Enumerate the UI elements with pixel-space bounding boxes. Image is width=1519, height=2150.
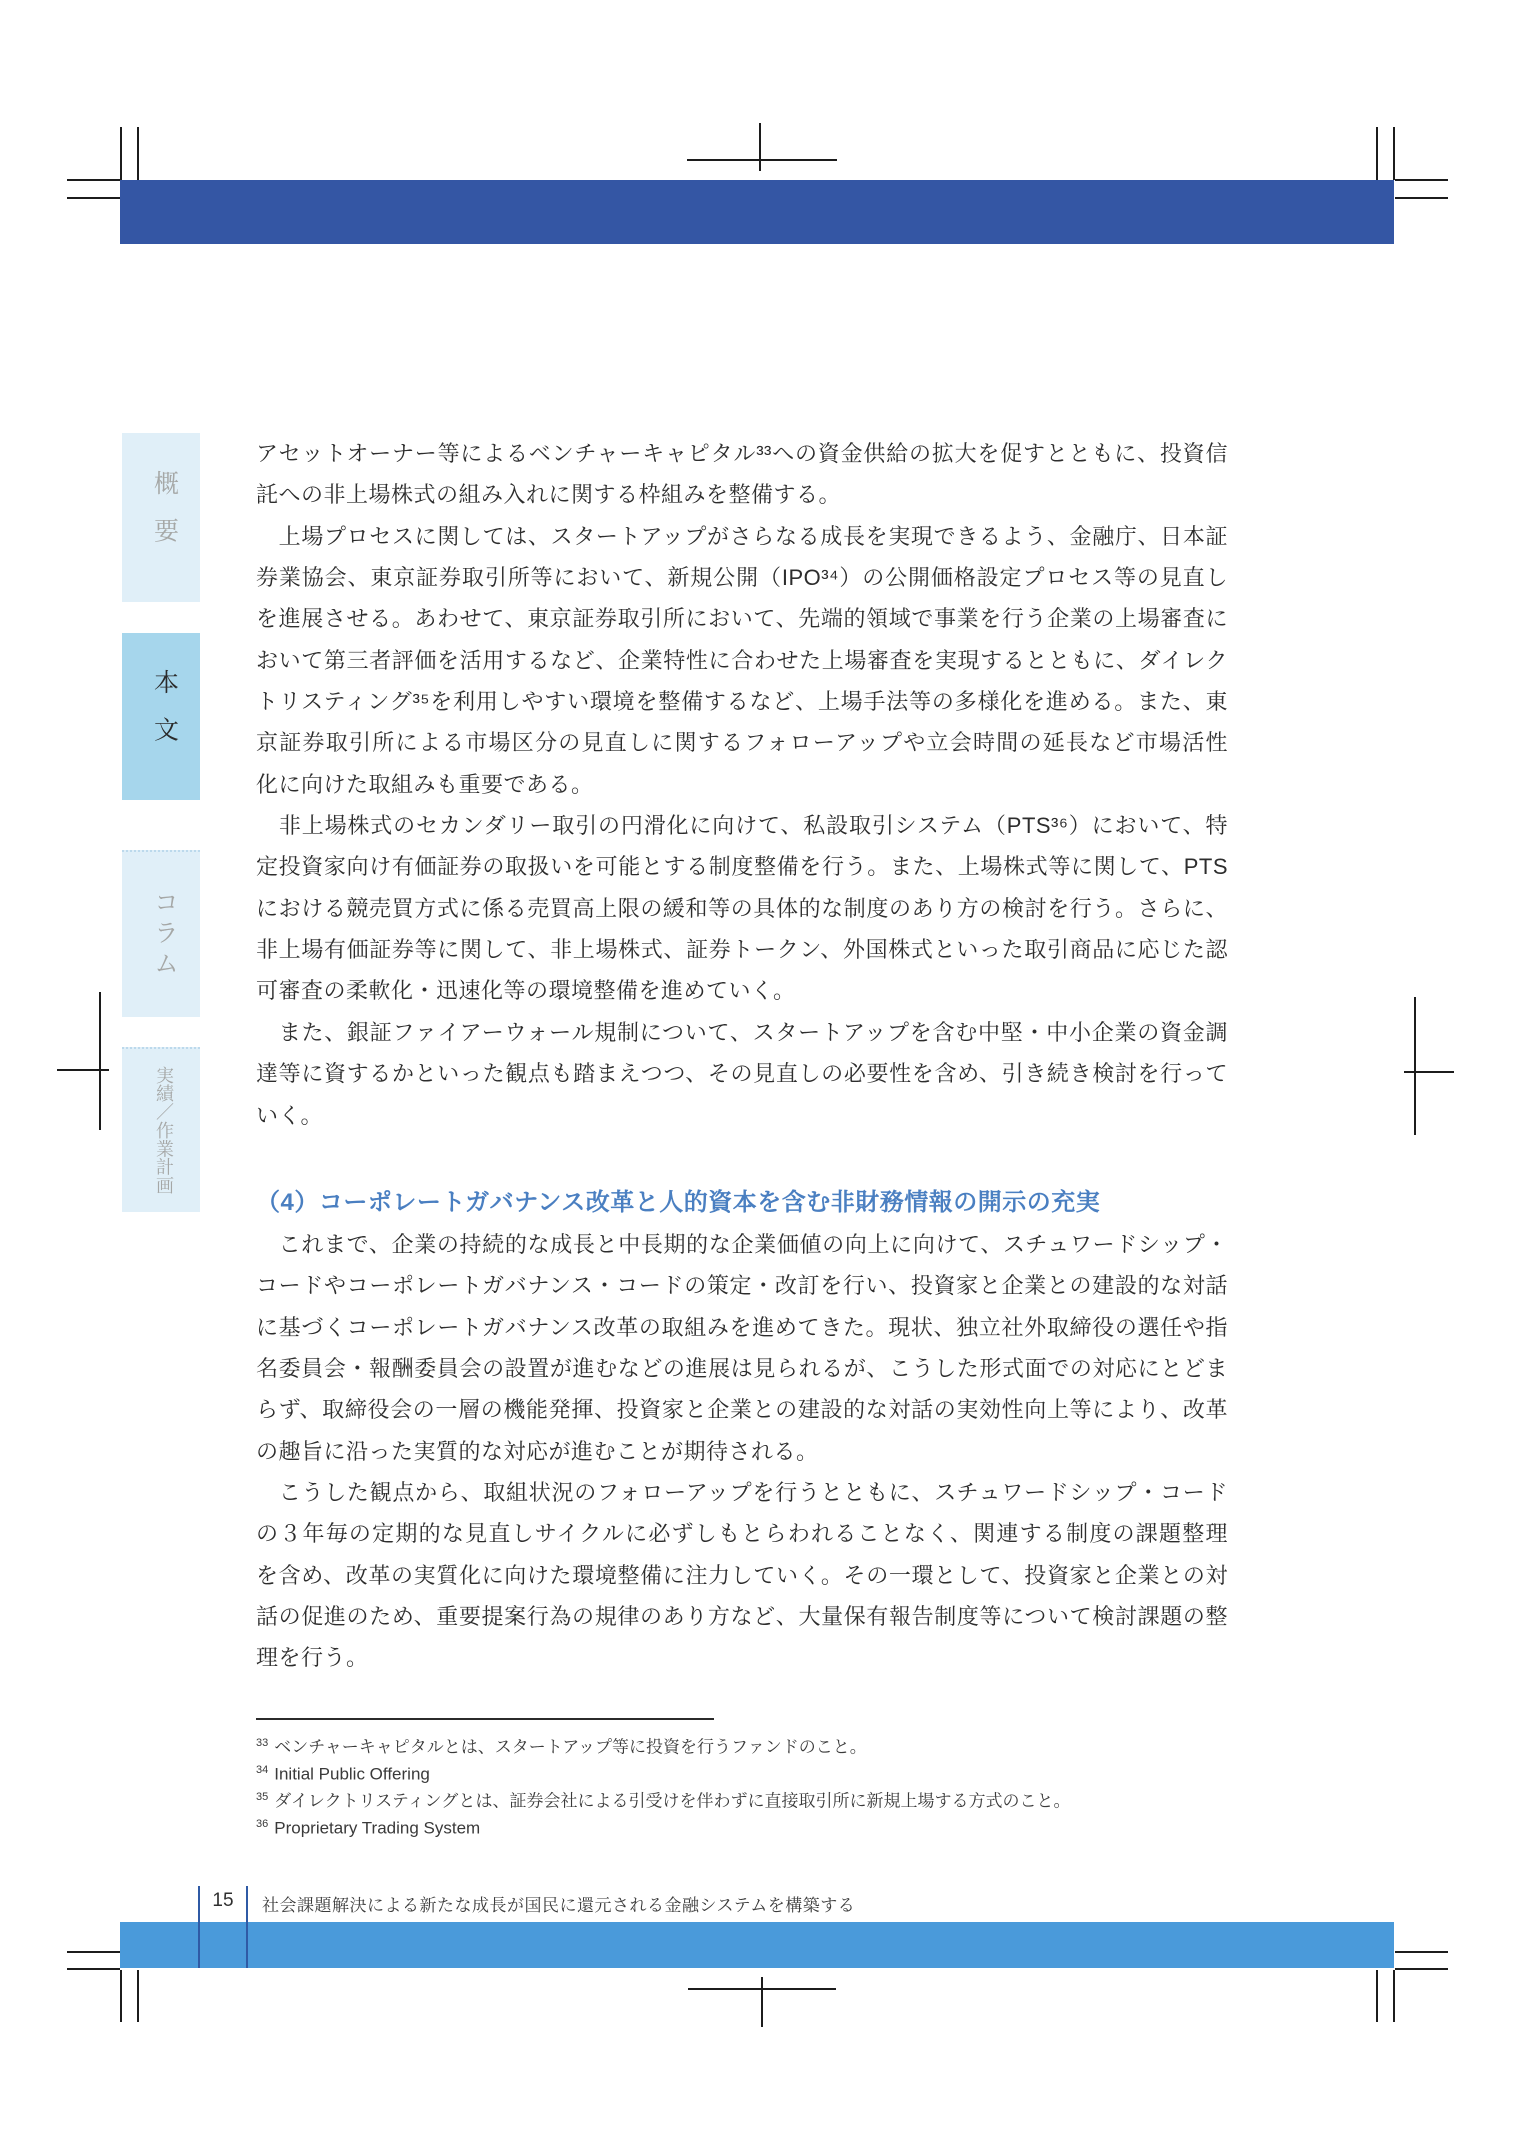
crop-mark bbox=[57, 1069, 109, 1071]
sidebar-tab-label: コラム bbox=[150, 888, 179, 981]
crop-mark bbox=[120, 1970, 122, 2022]
crop-mark bbox=[1414, 997, 1416, 1135]
crop-mark bbox=[137, 1970, 139, 2022]
main-text bbox=[256, 433, 1228, 1840]
body-text-line: おいて第三者評価を活用するなど、企業特性に合わせた上場審査を実現するとともに、ダイレク bbox=[256, 647, 1228, 673]
crop-mark bbox=[67, 1968, 120, 1970]
footnote-marker: 35 bbox=[256, 1790, 269, 1803]
page-number: 15 bbox=[212, 1890, 234, 1911]
body-text-line: 話の促進のため、重要提案行為の規律のあり方など、大量保有報告制度等について検討課題の整 bbox=[256, 1603, 1228, 1629]
body-text-line: 定投資家向け有価証券の取扱いを可能とする制度整備を行う。また、上場株式等に関して、PTS bbox=[256, 854, 1228, 880]
body-text-line: アセットオーナー等によるベンチャーキャピタル³³への資金供給の拡大を促すとともに、投資信 bbox=[256, 441, 1228, 466]
body-text-line: 非上場株式のセカンダリー取引の円滑化に向けて、私設取引システム（PTS³⁶）において、特 bbox=[256, 813, 1228, 839]
body-text-line: 券業協会、東京証券取引所等において、新規公開（IPO³⁴）の公開価格設定プロセス等の見直し bbox=[256, 565, 1228, 591]
body-text-line: 上場プロセスに関しては、スタートアップがさらなる成長を実現できるよう、金融庁、日本証 bbox=[256, 523, 1228, 549]
body-text-line: コードやコーポレートガバナンス・コードの策定・改訂を行い、投資家と企業との建設的な対話 bbox=[256, 1273, 1228, 1299]
sidebar-tab-3[interactable] bbox=[122, 850, 200, 1017]
footnote: $^{33}$ ベンチャーキャピタルとは、スタートアップ等に投資を行うファンドのこと。 bbox=[256, 1736, 867, 1757]
sidebar-tab-label: 概要 bbox=[150, 470, 179, 565]
crop-mark bbox=[1395, 179, 1448, 181]
crop-mark bbox=[67, 197, 120, 199]
crop-mark bbox=[687, 159, 837, 161]
crop-mark bbox=[1395, 1951, 1448, 1953]
footnotes bbox=[256, 1732, 1228, 1840]
body-text-line: 京証券取引所による市場区分の見直しに関するフォローアップや立会時間の延長など市場活性 bbox=[256, 730, 1228, 756]
body-text-line: いく。 bbox=[256, 1102, 324, 1128]
crop-mark bbox=[1395, 197, 1448, 199]
crop-mark bbox=[1393, 127, 1395, 180]
body-text-line: これまで、企業の持続的な成長と中長期的な企業価値の向上に向けて、スチュワードシップ・ bbox=[256, 1231, 1228, 1257]
crop-mark bbox=[688, 1988, 836, 1990]
crop-mark bbox=[761, 1977, 763, 2027]
section-heading: （4）コーポレートガバナンス改革と人的資本を含む非財務情報の開示の充実 bbox=[256, 1188, 1101, 1216]
crop-mark bbox=[120, 127, 122, 180]
body-text-line: また、銀証ファイアーウォール規制について、スタートアップを含む中堅・中小企業の資金調 bbox=[256, 1019, 1228, 1045]
top-banner-bar bbox=[120, 180, 1394, 244]
body-text-line: 達等に資するかといった観点も踏まえつつ、その見直しの必要性を含め、引き続き検討を行って bbox=[256, 1061, 1228, 1087]
sidebar-tab-4[interactable] bbox=[122, 1047, 200, 1212]
footnote-marker: 34 bbox=[256, 1763, 269, 1776]
footnote: $^{34}$ Initial Public Offering bbox=[256, 1763, 430, 1784]
body-text-line: 非上場有価証券等に関して、非上場株式、証券トークン、外国株式といった取引商品に応じた認 bbox=[256, 937, 1228, 963]
footnote-separator bbox=[256, 1718, 714, 1720]
body-text-line: に基づくコーポレートガバナンス改革の取組みを進めてきた。現状、独立社外取締役の選任や指 bbox=[256, 1314, 1228, 1340]
body-text-line: 託への非上場株式の組み入れに関する枠組みを整備する。 bbox=[256, 482, 842, 508]
sidebar-tab-label: 本文 bbox=[150, 669, 179, 764]
footer-band bbox=[120, 1922, 1394, 1968]
body-text-line: における競売買方式に係る売買高上限の緩和等の具体的な制度のあり方の検討を行う。さらに、 bbox=[256, 895, 1228, 921]
footnote-marker: 36 bbox=[256, 1817, 269, 1830]
crop-mark bbox=[1395, 1968, 1448, 1970]
crop-mark bbox=[759, 123, 761, 171]
body-text-line: の３年毎の定期的な見直しサイクルに必ずしもとらわれることなく、関連する制度の課題整理 bbox=[256, 1521, 1228, 1547]
footer-running-title: 社会課題解決による新たな成長が国民に還元される金融システムを構築する bbox=[262, 1896, 856, 1915]
crop-mark bbox=[1393, 1970, 1395, 2022]
body-paragraphs-1 bbox=[256, 433, 1228, 1136]
crop-mark bbox=[137, 127, 139, 180]
body-text-line: こうした観点から、取組状況のフォローアップを行うとともに、スチュワードシップ・コード bbox=[256, 1479, 1228, 1505]
body-text-line: らず、取締役会の一層の機能発揮、投資家と企業との建設的な対話の実効性向上等により、改革 bbox=[256, 1397, 1228, 1423]
crop-mark bbox=[99, 992, 101, 1130]
footnote: $^{36}$ Proprietary Trading System bbox=[256, 1817, 481, 1838]
crop-mark bbox=[1376, 1970, 1378, 2022]
body-paragraphs-2 bbox=[256, 1224, 1228, 1679]
body-text-line: の趣旨に沿った実質的な対応が進むことが期待される。 bbox=[256, 1438, 819, 1464]
body-text-line: を進展させる。あわせて、東京証券取引所において、先端的領域で事業を行う企業の上場審査に bbox=[256, 606, 1228, 632]
body-text-line: トリスティング³⁵を利用しやすい環境を整備するなど、上場手法等の多様化を進める。また、東 bbox=[256, 689, 1228, 715]
sidebar-tab-2[interactable] bbox=[122, 633, 200, 800]
body-text-line: を含め、改革の実質化に向けた環境整備に注力していく。その一環として、投資家と企業との対 bbox=[256, 1562, 1228, 1588]
crop-mark bbox=[67, 179, 120, 181]
body-text-line: 可審査の柔軟化・迅速化等の環境整備を進めていく。 bbox=[256, 978, 796, 1004]
footnote-marker: 33 bbox=[256, 1736, 269, 1749]
body-text-line: 理を行う。 bbox=[256, 1645, 369, 1671]
footnote: $^{35}$ ダイレクトリスティングとは、証券会社による引受けを伴わずに直接取引所に新規上場する方式のこと。 bbox=[256, 1790, 1071, 1811]
crop-mark bbox=[67, 1951, 120, 1953]
body-text-line: 化に向けた取組みも重要である。 bbox=[256, 771, 594, 797]
body-text-line: 名委員会・報酬委員会の設置が進むなどの進展は見られるが、こうした形式面での対応にとどま bbox=[256, 1355, 1228, 1381]
crop-mark bbox=[1404, 1071, 1454, 1073]
sidebar-tab-label: 実績／作業計画 bbox=[154, 1066, 174, 1195]
crop-mark bbox=[1376, 127, 1378, 180]
sidebar-tab-1[interactable] bbox=[122, 433, 200, 602]
